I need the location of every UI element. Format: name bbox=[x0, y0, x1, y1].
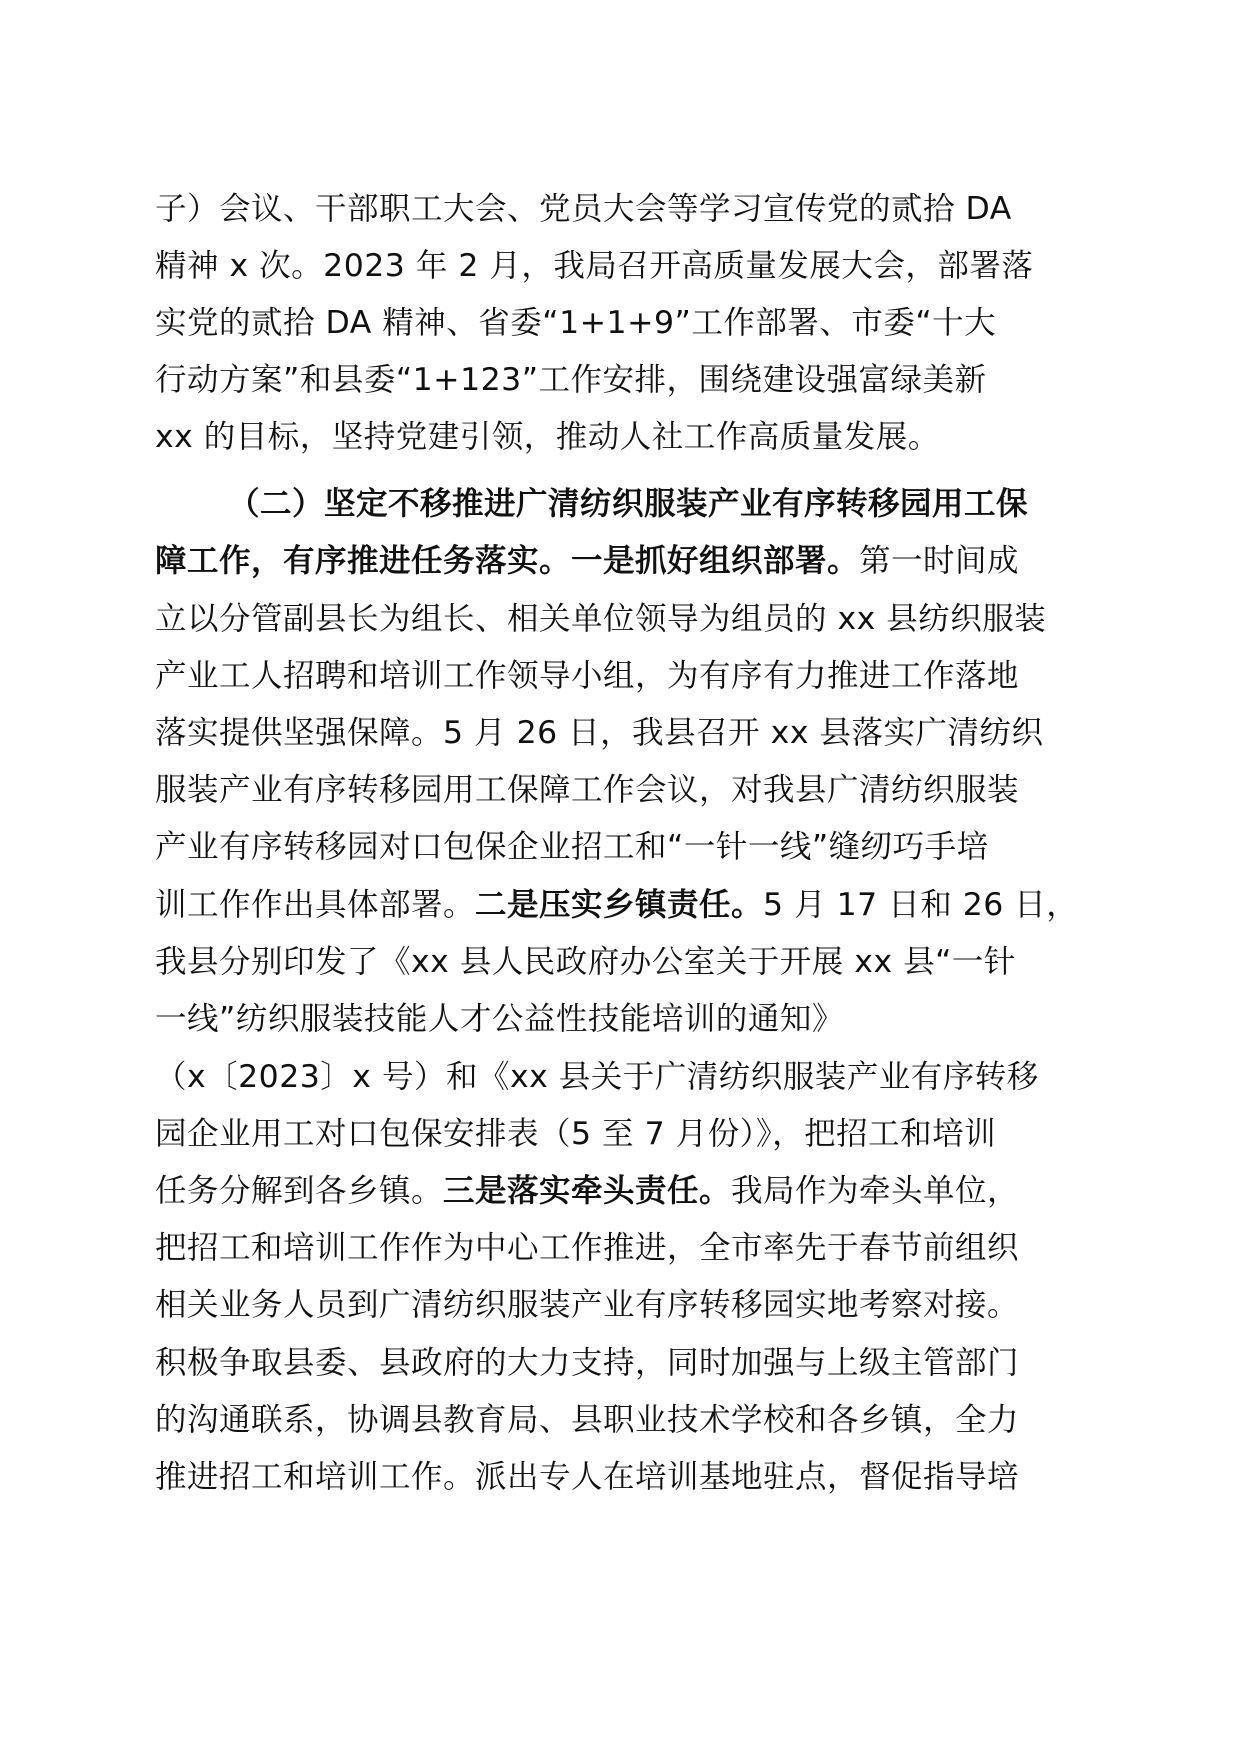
text-line: 积极争取县委、县政府的大力支持，同时加强与上级主管部门 bbox=[155, 1345, 1020, 1381]
text-line: 行动方案”和县委“1+123”工作安排，围绕建设强富绿美新 bbox=[155, 362, 987, 398]
text-line: 子）会议、干部职工大会、党员大会等学习宣传党的贰拾 DA bbox=[155, 191, 1012, 227]
text-line: 的沟通联系，协调县教育局、县职业技术学校和各乡镇，全力 bbox=[155, 1402, 1020, 1438]
text-line: 推进招工和培训工作。派出专人在培训基地驻点，督促指导培 bbox=[155, 1459, 1020, 1495]
bold-point-text: 二是压实乡镇责任。 bbox=[475, 887, 764, 923]
text-line: 服装产业有序转移园用工保障工作会议，对我县广清纺织服装 bbox=[155, 772, 1020, 808]
text-line: 我县分别印发了《xx 县人民政府办公室关于开展 xx 县“一针 bbox=[155, 944, 1016, 980]
text-line: 训工作作出具体部署。二是压实乡镇责任。5 月 17 日和 26 日， bbox=[155, 887, 1079, 923]
text-line: 落实提供坚强保障。5 月 26 日，我县召开 xx 县落实广清纺织 bbox=[155, 715, 1044, 751]
text-line: 相关业务人员到广清纺织服装产业有序转移园实地考察对接。 bbox=[155, 1287, 1020, 1323]
text-line: 把招工和培训工作作为中心工作推进，全市率先于春节前组织 bbox=[155, 1230, 1020, 1266]
text-line: 精神 x 次。2023 年 2 月，我局召开高质量发展大会，部署落 bbox=[155, 248, 1034, 284]
text-line: 障工作，有序推进任务落实。一是抓好组织部署。第一时间成 bbox=[155, 543, 1020, 579]
text-line: 产业有序转移园对口包保企业招工和“一针一线”缝纫巧手培 bbox=[155, 829, 989, 865]
text-line: xx 的目标，坚持党建引领，推动人社工作高质量发展。 bbox=[155, 419, 940, 455]
text-line: 任务分解到各乡镇。三是落实牵头责任。我局作为牵头单位， bbox=[155, 1173, 1020, 1209]
text-line: 立以分管副县长为组长、相关单位领导为组员的 xx 县纺织服装 bbox=[155, 601, 1047, 637]
bold-point-text: 三是落实牵头责任。 bbox=[443, 1173, 732, 1209]
text-line: 园企业用工对口包保安排表（5 至 7 月份）》，把招工和培训 bbox=[155, 1116, 997, 1152]
text-line: 实党的贰拾 DA 精神、省委“1+1+9”工作部署、市委“十大 bbox=[155, 305, 997, 341]
text-line: （x〔2023〕x 号）和《xx 县关于广清纺织服装产业有序转移 bbox=[155, 1059, 1039, 1095]
text-line: 一线”纺织服装技能人才公益性技能培训的通知》 bbox=[155, 1001, 844, 1037]
section-heading: （二）坚定不移推进广清纺织服装产业有序转移园用工保 bbox=[228, 486, 1029, 522]
text-line: 产业工人招聘和培训工作领导小组，为有序有力推进工作落地 bbox=[155, 658, 1020, 694]
bold-heading-text: 障工作，有序推进任务落实。一是抓好组织部署。 bbox=[155, 543, 860, 579]
